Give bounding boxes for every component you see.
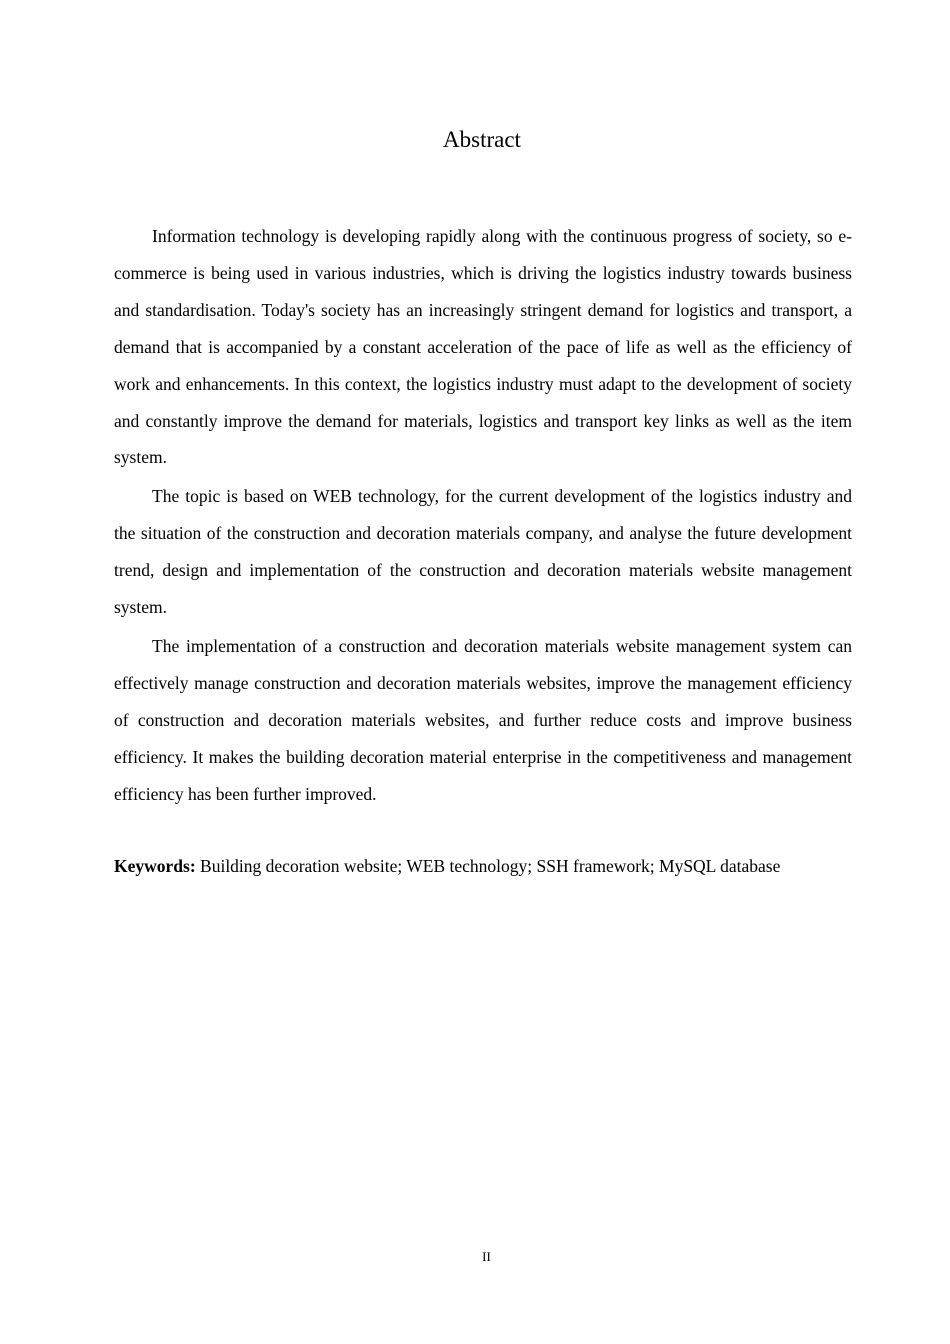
keywords-label: Keywords: <box>114 856 196 876</box>
keywords-text: Building decoration website; WEB technology; SSH framework; MySQL database <box>195 856 781 876</box>
abstract-paragraph-3: The implementation of a construction and decoration materials website management system can effectively manage construction and decoration materials websites, improve the management efficiency of construction and decoration materials websites, and further reduce costs and improve business efficiency. It makes the building decoration material enterprise in the competitiveness and management efficiency has been further improved. <box>114 635 852 804</box>
page-number: II <box>482 1249 491 1264</box>
page-title: Abstract <box>443 127 521 152</box>
abstract-paragraph-1: Information technology is developing rapidly along with the continuous progress of society, so e-commerce is being used in various industries, which is driving the logistics industry towards business and standardisation. Today's society has an increasingly stringent demand for logistics and transport, a demand that is accompanied by a constant acceleration of the pace of life as well as the efficiency of work and enhancements. In this context, the logistics industry must adapt to the development of society and constantly improve the demand for materials, logistics and transport key links as well as the item system. <box>114 226 852 468</box>
abstract-body <box>114 218 852 815</box>
abstract-paragraph-2: The topic is based on WEB technology, for the current development of the logistics industry and the situation of the construction and decoration materials company, and analyse the future development trend, design and implementation of the construction and decoration materials website management system. <box>114 486 852 618</box>
keywords-line <box>114 852 874 880</box>
